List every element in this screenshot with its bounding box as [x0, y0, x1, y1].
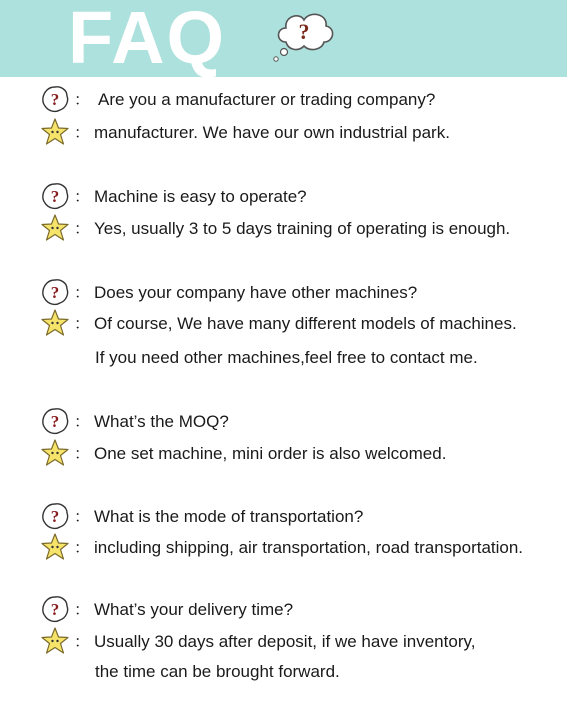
- svg-text:?: ?: [50, 600, 60, 619]
- answer-text: manufacturer. We have our own industrial park.: [94, 123, 450, 142]
- question-text: Are you a manufacturer or trading company?: [98, 90, 436, 109]
- answer-text: Usually 30 days after deposit, if we have inventory,: [94, 632, 476, 651]
- question-row: [0, 84, 567, 114]
- answer-text: One set machine, mini order is also welcomed.: [94, 444, 447, 463]
- colon: ：: [74, 189, 91, 206]
- colon: ：: [74, 634, 91, 651]
- page-title: FAQ: [68, 0, 227, 79]
- answer-continuation: the time can be brought forward.: [95, 662, 340, 681]
- answer-row: [0, 308, 567, 338]
- svg-text:?: ?: [50, 412, 60, 431]
- colon: ：: [74, 316, 91, 333]
- colon: ：: [74, 92, 91, 109]
- answer-row: [0, 438, 567, 468]
- colon: ：: [74, 509, 91, 526]
- svg-text:?: ?: [50, 90, 60, 109]
- star-icon: [40, 532, 70, 562]
- answer-row: [0, 213, 567, 243]
- question-cloud-icon: [270, 6, 338, 64]
- answer-row: [0, 532, 567, 562]
- answer-text: Yes, usually 3 to 5 days training of operating is enough.: [94, 219, 511, 238]
- svg-text:?: ?: [298, 19, 310, 44]
- colon: ：: [74, 125, 91, 142]
- svg-text:?: ?: [50, 283, 60, 302]
- faq-header: [0, 0, 567, 77]
- question-mark-icon: [40, 594, 70, 624]
- question-row: [0, 501, 567, 531]
- star-icon: [40, 626, 70, 656]
- star-icon: [40, 213, 70, 243]
- answer-row: [0, 117, 567, 147]
- question-row: [0, 277, 567, 307]
- answer-continuation: If you need other machines,feel free to contact me.: [95, 348, 478, 367]
- colon: ：: [74, 221, 91, 238]
- colon: ：: [74, 446, 91, 463]
- question-text: Machine is easy to operate?: [94, 187, 307, 206]
- svg-text:?: ?: [50, 187, 60, 206]
- question-mark-icon: [40, 501, 70, 531]
- question-text: What is the mode of transportation?: [94, 507, 364, 526]
- colon: ：: [74, 602, 91, 619]
- question-text: Does your company have other machines?: [94, 283, 418, 302]
- question-text: What’s your delivery time?: [94, 600, 294, 619]
- question-mark-icon: [40, 406, 70, 436]
- star-icon: [40, 308, 70, 338]
- star-icon: [40, 438, 70, 468]
- answer-text: Of course, We have many different models of machines.: [94, 314, 517, 333]
- svg-text:?: ?: [50, 507, 60, 526]
- question-row: [0, 406, 567, 436]
- question-mark-icon: [40, 84, 70, 114]
- star-icon: [40, 117, 70, 147]
- question-row: [0, 594, 567, 624]
- colon: ：: [74, 285, 91, 302]
- question-text: What’s the MOQ?: [94, 412, 229, 431]
- question-mark-icon: [40, 181, 70, 211]
- colon: ：: [74, 414, 91, 431]
- question-row: [0, 181, 567, 211]
- question-mark-icon: [40, 277, 70, 307]
- colon: ：: [74, 540, 91, 557]
- answer-text: including shipping, air transportation, road transportation.: [94, 538, 524, 557]
- answer-row: [0, 626, 567, 656]
